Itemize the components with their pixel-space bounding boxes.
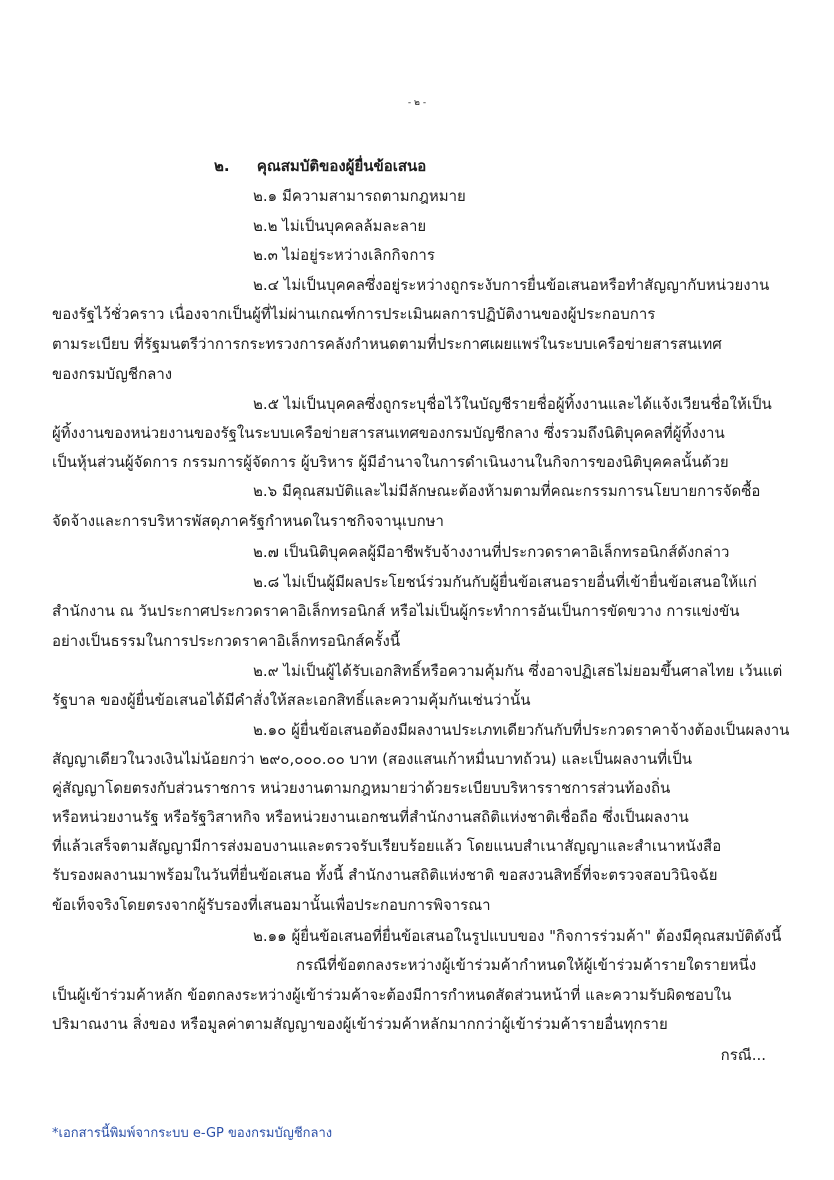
clause-2-10-cont: ที่แล้วเสร็จตามสัญญามีการส่งมอบงานและตรวจรับเรียบร้อยแล้ว โดยแนบสำเนาสัญญาและสำเนาหนังสือ	[52, 837, 722, 855]
clause-2-6: ๒.๖ มีคุณสมบัติและไม่มีลักษณะต้องห้ามตามที่คณะกรรมการนโยบายการจัดซื้อ	[253, 482, 761, 500]
clause-2-9-cont: รัฐบาล ของผู้ยื่นข้อเสนอได้มีคำสั่งให้สละเอกสิทธิ์และความคุ้มกันเช่นว่านั้น	[52, 691, 531, 709]
clause-2-4-cont: ของรัฐไว้ชั่วคราว เนื่องจากเป็นผู้ที่ไม่ผ่านเกณฑ์การประเมินผลการปฏิบัติงานของผู้ประกอบการ	[52, 305, 656, 323]
continued-marker: กรณี...	[720, 1046, 766, 1064]
clause-2-11-cont: ปริมาณงาน สิ่งของ หรือมูลค่าตามสัญญาของผู้เข้าร่วมค้าหลักมากกว่าผู้เข้าร่วมค้ารายอื่นทุกราย	[52, 1015, 668, 1033]
clause-2-5-cont: ผู้ทิ้งงานของหน่วยงานของรัฐในระบบเครือข่ายสารสนเทศของกรมบัญชีกลาง ซึ่งรวมถึงนิติบุคคลที่ผู้ทิ้งงาน	[52, 424, 725, 442]
clause-2-5: ๒.๕ ไม่เป็นบุคคลซึ่งถูกระบุชื่อไว้ในบัญชีรายชื่อผู้ทิ้งงานและได้แจ้งเวียนชื่อให้เป็น	[253, 395, 772, 413]
footer-note: *เอกสารนี้พิมพ์จากระบบ e-GP ของกรมบัญชีกลาง	[52, 1126, 333, 1141]
clause-2-4-cont: ตามระเบียบ ที่รัฐมนตรีว่าการกระทรวงการคลังกำหนดตามที่ประกาศเผยแพร่ในระบบเครือข่ายสารสนเทศ	[52, 335, 722, 353]
clause-2-10-cont: ข้อเท็จจริงโดยตรงจากผู้รับรองที่เสนอมานั้นเพื่อประกอบการพิจารณา	[52, 896, 491, 914]
clause-2-10: ๒.๑๐ ผู้ยื่นข้อเสนอต้องมีผลงานประเภทเดียวกันกับที่ประกวดราคาจ้างต้องเป็นผลงาน	[253, 721, 790, 739]
clause-2-8-cont: สำนักงาน ณ วันประกาศประกวดราคาอิเล็กทรอนิกส์ หรือไม่เป็นผู้กระทำการอันเป็นการขัดขวาง การแข่งขัน	[52, 602, 740, 620]
clause-2-10-cont: สัญญาเดียวในวงเงินไม่น้อยกว่า ๒๙๐,๐๐๐.๐๐ บาท (สองแสนเก้าหมื่นบาทถ้วน) และเป็นผลงานที่เป็น	[52, 750, 693, 768]
section-title: คุณสมบัติของผู้ยื่นข้อเสนอ	[256, 157, 427, 175]
clause-2-4: ๒.๔ ไม่เป็นบุคคลซึ่งอยู่ระหว่างถูกระงับการยื่นข้อเสนอหรือทำสัญญากับหน่วยงาน	[253, 276, 770, 294]
clause-2-8-cont: อย่างเป็นธรรมในการประกวดราคาอิเล็กทรอนิกส์ครั้งนี้	[52, 632, 401, 650]
clause-2-11: ๒.๑๑ ผู้ยื่นข้อเสนอที่ยื่นข้อเสนอในรูปแบบของ "กิจการร่วมค้า" ต้องมีคุณสมบัติดังนี้	[253, 927, 782, 945]
clause-2-3: ๒.๓ ไม่อยู่ระหว่างเลิกกิจการ	[253, 246, 435, 264]
clause-2-10-cont: หรือหน่วยงานรัฐ หรือรัฐวิสาหกิจ หรือหน่วยงานเอกชนที่สำนักงานสถิติแห่งชาติเชื่อถือ ซึ่งเป็นผลงาน	[52, 808, 689, 826]
page-number: - ๒ -	[407, 98, 427, 108]
clause-2-4-cont: ของกรมบัญชีกลาง	[52, 365, 173, 383]
clause-2-2: ๒.๒ ไม่เป็นบุคคลล้มละลาย	[253, 217, 427, 235]
clause-2-11-cont: เป็นผู้เข้าร่วมค้าหลัก ข้อตกลงระหว่างผู้เข้าร่วมค้าจะต้องมีการกำหนดสัดส่วนหน้าที่ และความรับผิดชอบใน	[52, 986, 732, 1004]
clause-2-10-cont: รับรองผลงานมาพร้อมในวันที่ยื่นข้อเสนอ ทั้งนี้ สำนักงานสถิติแห่งชาติ ขอสงวนสิทธิ์ที่จะตรวจสอบวินิจฉัย	[52, 866, 718, 884]
clause-2-5-cont: เป็นหุ้นส่วนผู้จัดการ กรรมการผู้จัดการ ผู้บริหาร ผู้มีอำนาจในการดำเนินงานในกิจการของนิติบุคคลนั้นด้วย	[52, 453, 729, 471]
section-number: ๒.	[214, 157, 230, 175]
clause-2-6-cont: จัดจ้างและการบริหารพัสดุภาครัฐกำหนดในราชกิจจานุเบกษา	[52, 512, 444, 530]
clause-2-8: ๒.๘ ไม่เป็นผู้มีผลประโยชน์ร่วมกันกับผู้ยื่นข้อเสนอรายอื่นที่เข้ายื่นข้อเสนอให้แก่	[253, 573, 757, 591]
clause-2-1: ๒.๑ มีความสามารถตามกฎหมาย	[253, 187, 466, 205]
clause-2-7: ๒.๗ เป็นนิติบุคคลผู้มีอาชีพรับจ้างงานที่ประกวดราคาอิเล็กทรอนิกส์ดังกล่าว	[253, 543, 730, 561]
section-heading	[214, 155, 426, 177]
clause-2-9: ๒.๙ ไม่เป็นผู้ได้รับเอกสิทธิ์หรือความคุ้มกัน ซึ่งอาจปฏิเสธไม่ยอมขึ้นศาลไทย เว้นแต่	[253, 662, 783, 680]
clause-2-11-case: กรณีที่ข้อตกลงระหว่างผู้เข้าร่วมค้ากำหนดให้ผู้เข้าร่วมค้ารายใดรายหนึ่ง	[296, 956, 757, 974]
clause-2-10-cont: คู่สัญญาโดยตรงกับส่วนราชการ หน่วยงานตามกฎหมายว่าด้วยระเบียบบริหารราชการส่วนท้องถิ่น	[52, 779, 671, 797]
